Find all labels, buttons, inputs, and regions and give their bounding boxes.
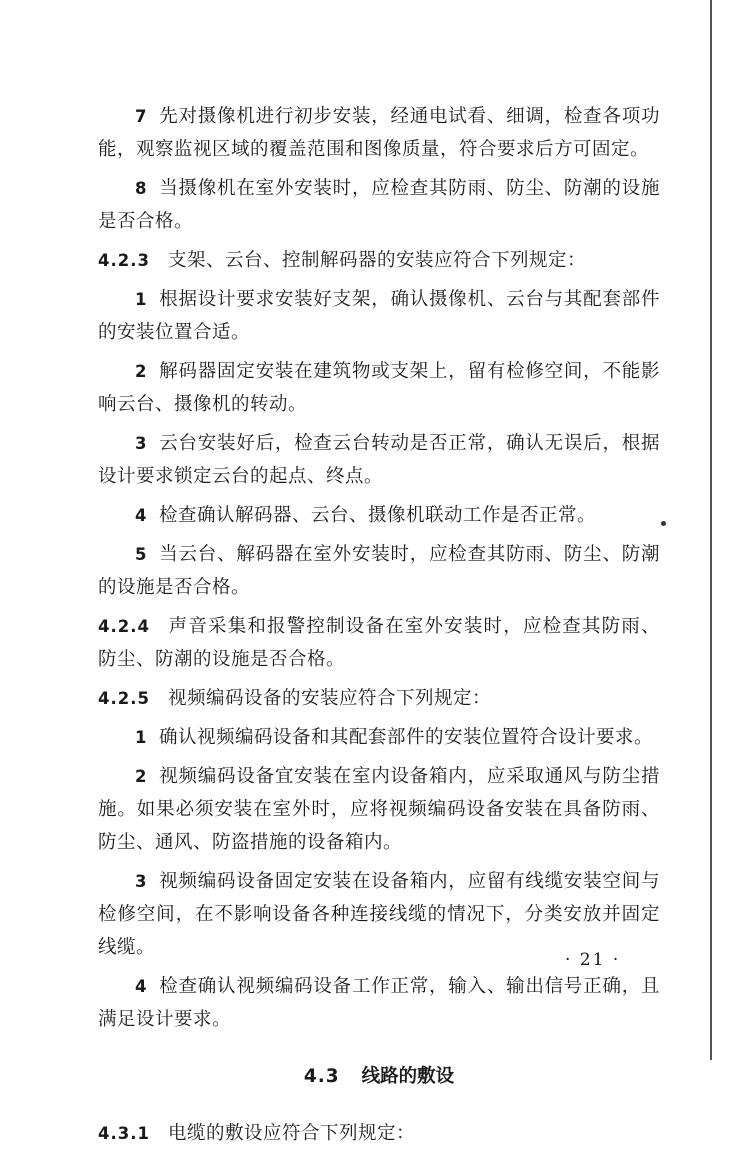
clause-4-3-1: 4.3.1 电缆的敷设应符合下列规定： [98,1123,415,1144]
item-2: 2 视频编码设备宜安装在室内设备箱内，应采取通风与防尘措施。如果必须安装在室外时，应将视频编码设备安装在具备防雨、防尘、通风、防盗措施的设备箱内。 [98,766,660,853]
item-4: 4 检查确认解码器、云台、摄像机联动工作是否正常。 [135,505,596,526]
scan-speck [661,521,666,526]
section-heading: 4.3 线路的敷设 [303,1066,455,1087]
clause-4-2-4: 4.2.4 声音采集和报警控制设备在室外安装时，应检查其防雨、防尘、防潮的设施是否合格。 [98,616,660,670]
item-1: 1 根据设计要求安装好支架，确认摄像机、云台与其配套部件的安装位置合适。 [98,289,660,343]
item-1: 1 确认视频编码设备和其配套部件的安装位置符合设计要求。 [135,727,653,748]
document-body [98,100,660,1156]
item-7: 7 先对摄像机进行初步安装，经通电试看、细调，检查各项功能，观察监视区域的覆盖范围和图像质量，符合要求后方可固定。 [98,106,660,160]
item-8: 8 当摄像机在室外安装时，应检查其防雨、防尘、防潮的设施是否合格。 [98,178,660,232]
item-5: 5 当云台、解码器在室外安装时，应检查其防雨、防尘、防潮的设施是否合格。 [98,544,660,598]
item-4: 4 检查确认视频编码设备工作正常，输入、输出信号正确，且满足设计要求。 [98,976,660,1030]
clause-4-2-5: 4.2.5 视频编码设备的安装应符合下列规定： [98,688,491,709]
item-2: 2 解码器固定安装在建筑物或支架上，留有检修空间，不能影响云台、摄像机的转动。 [98,361,660,415]
clause-4-2-3: 4.2.3 支架、云台、控制解码器的安装应符合下列规定： [98,250,586,271]
page-number: · 21 · [565,950,621,970]
page-edge-line [710,0,712,1060]
item-3: 3 云台安装好后，检查云台转动是否正常，确认无误后，根据设计要求锁定云台的起点、终点。 [98,433,660,487]
item-3: 3 视频编码设备固定安装在设备箱内，应留有线缆安装空间与检修空间，在不影响设备各种连接线缆的情况下，分类安放并固定线缆。 [98,871,660,958]
